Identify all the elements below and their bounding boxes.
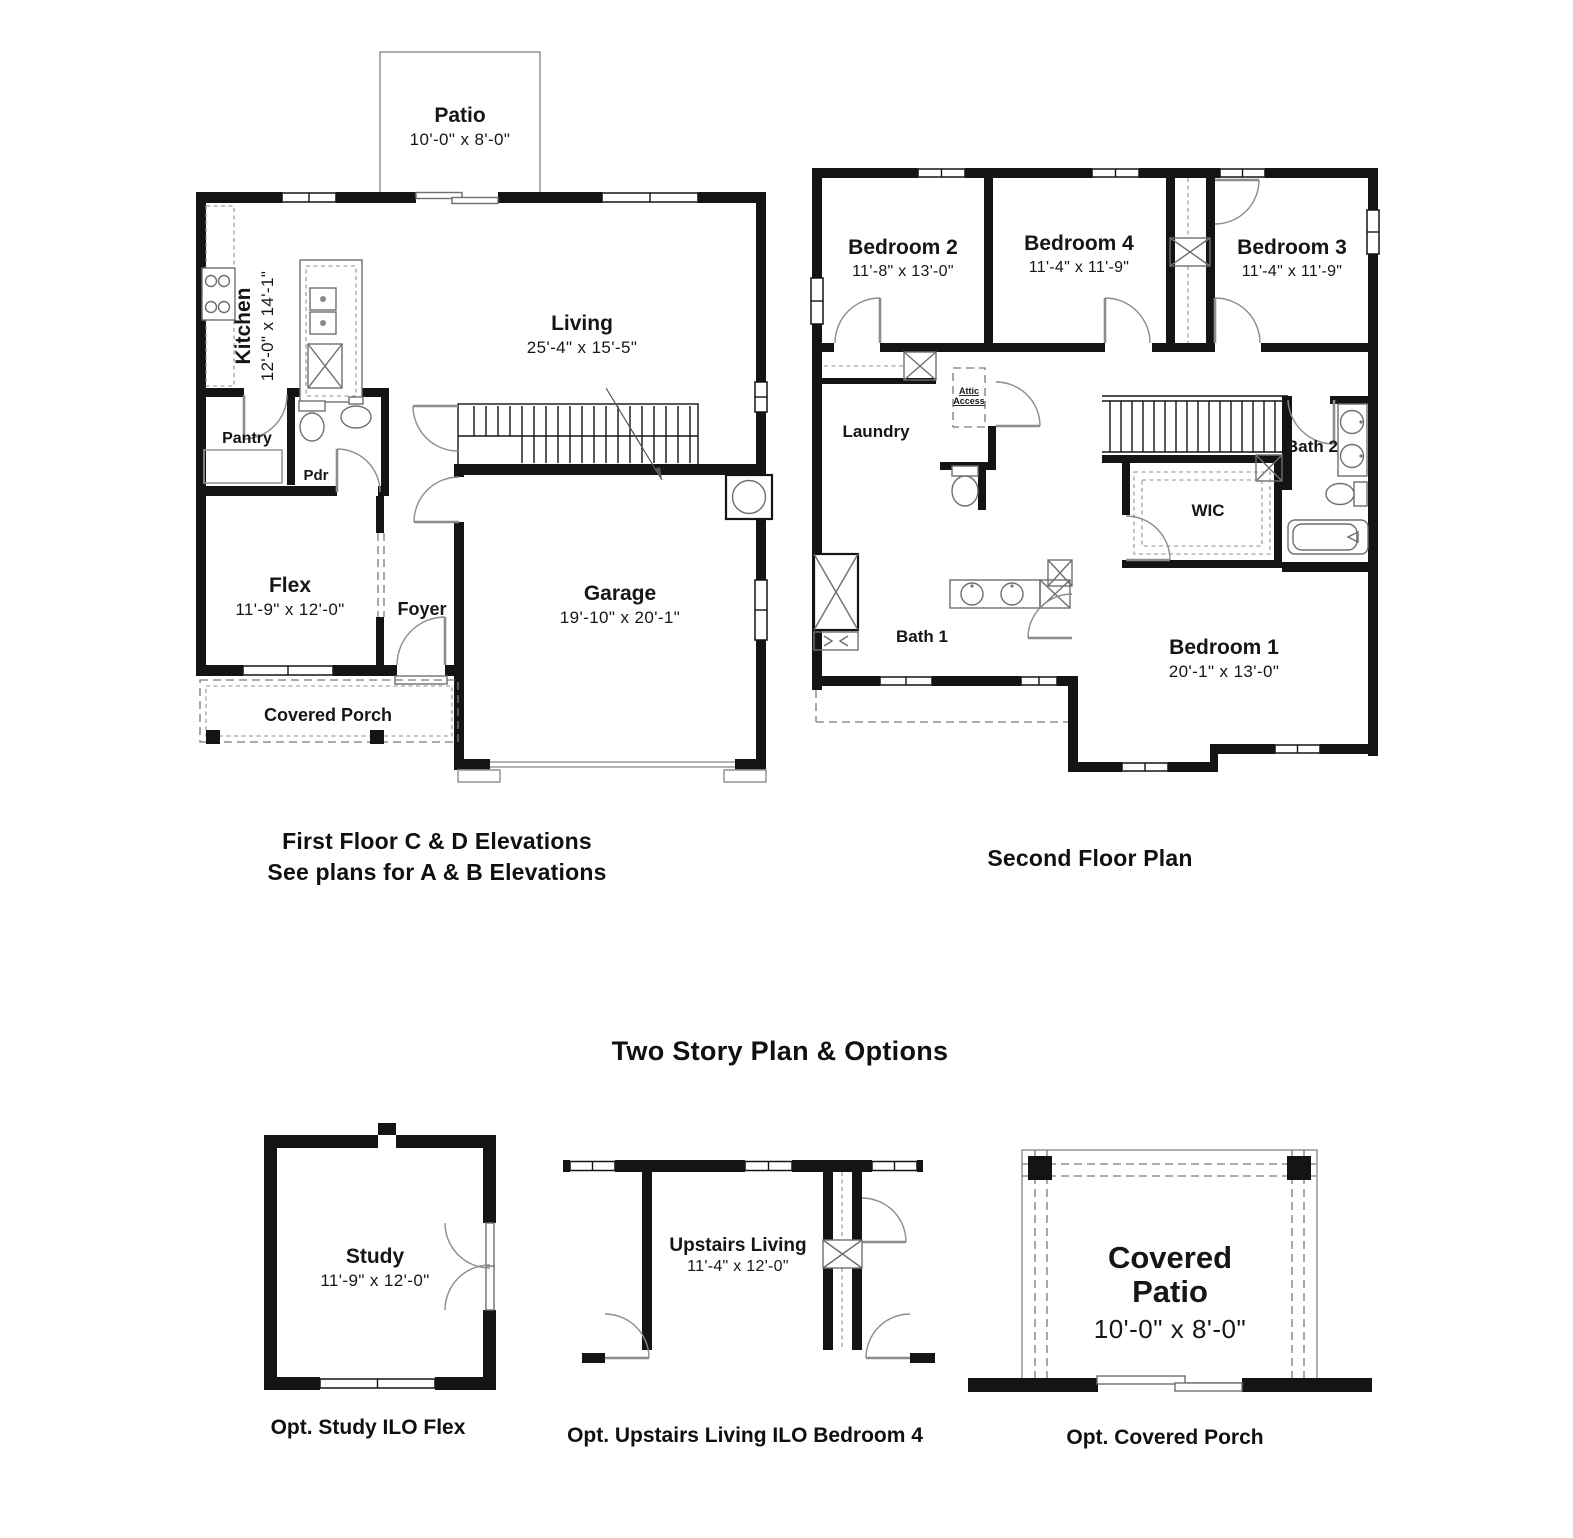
window	[755, 382, 767, 412]
patio-outline	[380, 52, 540, 200]
window	[872, 1160, 917, 1172]
kitchen-label: Kitchen	[232, 287, 255, 365]
attic-access-line2: Access	[953, 396, 985, 406]
bedroom4-dims: 11'-4" x 11'-9"	[1028, 259, 1130, 276]
window	[570, 1160, 615, 1172]
options-heading: Two Story Plan & Options	[611, 1036, 949, 1066]
option-upstairs-living-plan	[555, 1125, 935, 1375]
study-caption: Opt. Study ILO Flex	[270, 1416, 466, 1439]
door	[866, 1314, 910, 1358]
window	[243, 665, 333, 676]
sliding-door	[1097, 1376, 1242, 1391]
option-study-plan	[250, 1120, 520, 1410]
door	[413, 406, 458, 451]
first-floor-caption-line2: See plans for A & B Elevations	[267, 859, 607, 885]
bedroom2-dims: 11'-8" x 13'-0"	[852, 263, 954, 280]
window	[1092, 168, 1139, 178]
bath2-label: Bath 2	[1286, 437, 1338, 456]
window	[918, 168, 965, 178]
laundry-door-gap	[988, 384, 996, 426]
covered-patio-label-line2: Patio	[1132, 1274, 1208, 1309]
sliding-patio-door	[416, 192, 498, 204]
upstairs-living-dims: 11'-4" x 12'-0"	[687, 1258, 789, 1275]
bedroom4-door-gap	[1105, 343, 1152, 352]
window	[320, 1377, 435, 1390]
front-door-gap	[397, 665, 445, 676]
bedroom2-door-gap	[834, 343, 880, 352]
upstairs-living-caption: Opt. Upstairs Living ILO Bedroom 4	[567, 1424, 923, 1447]
window	[282, 192, 336, 203]
study-dims: 11'-9" x 12'-0"	[320, 1271, 430, 1290]
window	[1367, 210, 1379, 254]
window	[1275, 744, 1320, 754]
first-floor-plan	[190, 40, 790, 790]
window	[1021, 676, 1057, 686]
bedroom2-label: Bedroom 2	[848, 236, 958, 259]
garage-dims: 19'-10" x 20'-1"	[559, 608, 681, 627]
kitchen-island	[300, 260, 362, 402]
roof-outline-dashed	[816, 690, 1068, 722]
wic-label: WIC	[1191, 501, 1225, 520]
porch-post	[1028, 1156, 1052, 1180]
first-floor-caption-line1: First Floor C & D Elevations	[282, 828, 592, 854]
covered-porch-label: Covered Porch	[263, 705, 393, 725]
vanity-sinks	[1338, 404, 1367, 476]
window	[1122, 762, 1168, 772]
first-floor-caption	[187, 826, 687, 888]
patio-label: Patio	[434, 104, 486, 127]
bedroom1-label: Bedroom 1	[1169, 636, 1279, 659]
patio-dims: 10'-0" x 8'-0"	[409, 130, 511, 149]
chase-closet	[1170, 178, 1210, 343]
second-floor-caption: Second Floor Plan	[987, 845, 1193, 871]
door	[1215, 180, 1259, 224]
window	[1220, 168, 1265, 178]
attic-access-box	[953, 368, 985, 427]
study-label: Study	[345, 1245, 405, 1268]
living-dims: 25'-4" x 15'-5"	[526, 338, 638, 357]
door	[1126, 516, 1170, 560]
bedroom4-label: Bedroom 4	[1024, 232, 1134, 255]
cased-opening-dashed	[378, 533, 384, 617]
bedroom1-dims: 20'-1" x 13'-0"	[1168, 662, 1280, 681]
foyer-label: Foyer	[397, 599, 447, 619]
door	[1215, 298, 1260, 343]
vanity-sinks	[950, 580, 1070, 608]
second-floor-plan	[800, 160, 1400, 790]
stairs	[1102, 396, 1288, 452]
chase-box	[1048, 560, 1072, 586]
garage-entry-gap	[454, 477, 464, 522]
door	[862, 1198, 906, 1242]
pantry-shelf	[204, 450, 282, 483]
toilet-icon	[299, 401, 325, 441]
garage-label: Garage	[583, 582, 657, 605]
toilet-icon	[1326, 482, 1367, 506]
bath1-label: Bath 1	[896, 627, 948, 646]
door	[996, 382, 1040, 426]
bedroom3-door-gap	[1215, 343, 1261, 352]
door	[414, 477, 459, 522]
living-label: Living	[551, 312, 613, 335]
closet	[824, 352, 936, 380]
window	[811, 278, 823, 324]
wall-break-stub	[378, 1123, 396, 1135]
range-icon	[202, 268, 235, 320]
bathtub-icon	[1288, 520, 1368, 554]
door	[337, 449, 380, 492]
kitchen-dims: 12'-0" x 14'-1"	[258, 270, 277, 382]
window	[745, 1160, 792, 1172]
garage-door	[458, 759, 766, 782]
water-heater-icon	[726, 475, 772, 519]
covered-porch-caption: Opt. Covered Porch	[1066, 1426, 1264, 1449]
wic-door-gap	[1122, 515, 1130, 560]
flex-label: Flex	[268, 574, 312, 597]
flex-dims: 11'-9" x 12'-0"	[235, 600, 345, 619]
bedroom3-dims: 11'-4" x 11'-9"	[1241, 263, 1343, 280]
covered-patio-dims: 10'-0" x 8'-0"	[1093, 1314, 1247, 1344]
covered-patio-label-line1: Covered	[1107, 1240, 1233, 1275]
laundry-label: Laundry	[842, 422, 910, 441]
option-covered-patio-plan	[965, 1140, 1375, 1400]
pdr-door-gap	[337, 486, 378, 496]
attic-access-line1: Attic	[959, 386, 979, 396]
upstairs-living-label: Upstairs Living	[669, 1235, 807, 1256]
porch-post	[1287, 1156, 1311, 1180]
toilet-icon	[952, 466, 978, 506]
bedroom3-label: Bedroom 3	[1237, 236, 1347, 259]
porch-post	[370, 730, 384, 744]
pdr-label: Pdr	[303, 467, 329, 484]
door	[1105, 298, 1150, 343]
pantry-label: Pantry	[222, 430, 272, 447]
window	[755, 580, 767, 640]
door	[835, 298, 880, 343]
window	[602, 192, 698, 203]
covered-porch	[200, 680, 458, 744]
window	[880, 676, 932, 686]
wall-break-gap	[378, 1135, 396, 1148]
double-door	[445, 1223, 494, 1310]
kitchen-label-group	[232, 271, 277, 382]
porch-post	[206, 730, 220, 744]
